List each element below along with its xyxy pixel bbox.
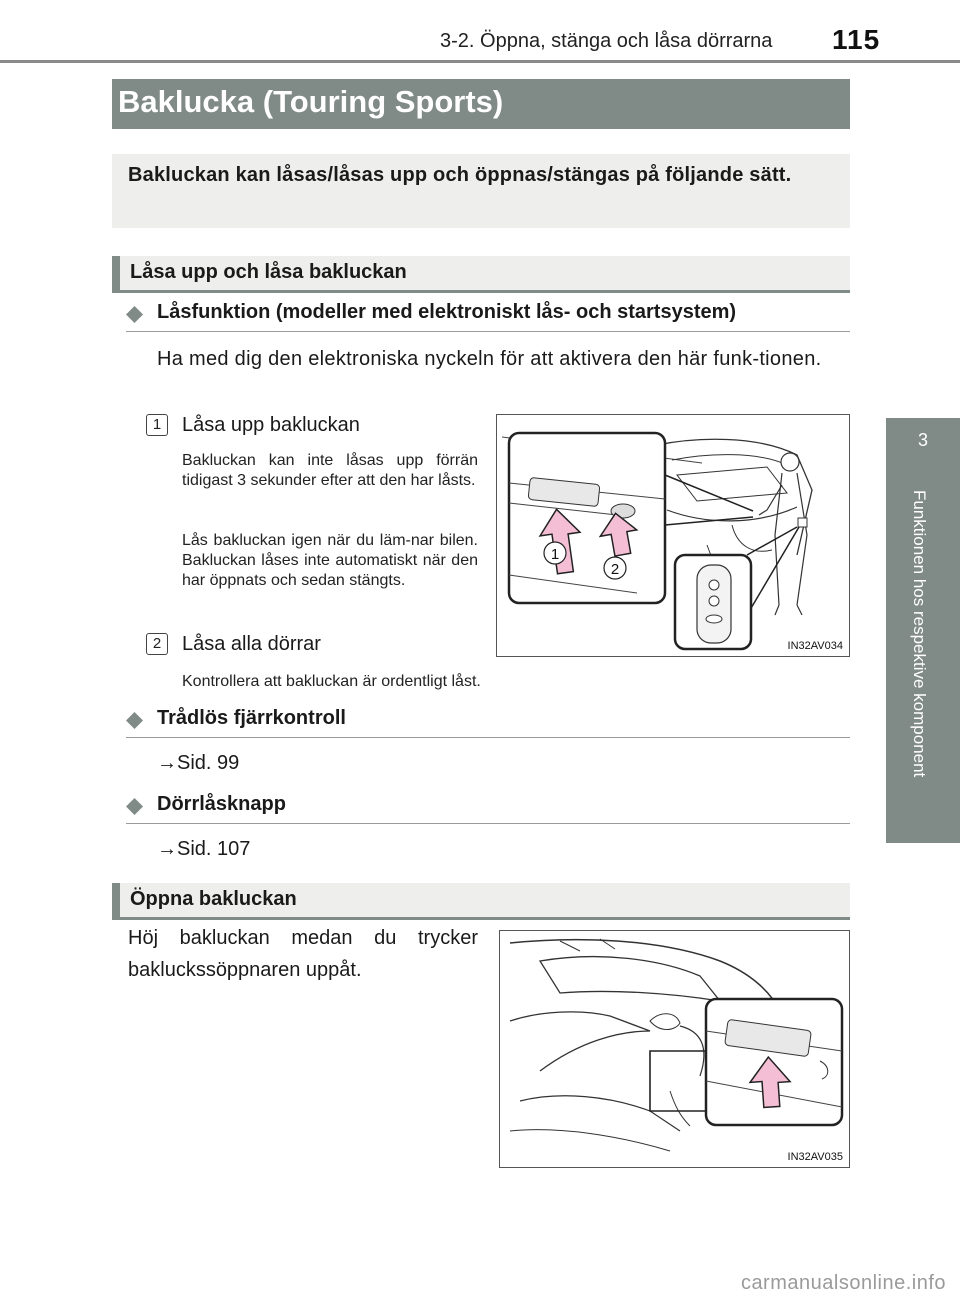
subheading-door-lock-button	[126, 791, 850, 824]
subheading-remote	[126, 705, 850, 738]
chapter-title: Funktionen hos respektive komponent	[910, 490, 929, 778]
section-heading-label: Låsa upp och låsa bakluckan	[130, 261, 407, 283]
page-reference-remote[interactable]: →Sid. 99	[157, 752, 240, 774]
note-relock: Lås bakluckan igen när du läm-nar bilen. Bakluckan låses inte automatiskt när den har öppnats och sedan stängts.	[182, 532, 478, 589]
callout-number-2: 2	[610, 561, 620, 578]
lock-function-body: Ha med dig den elektroniska nyckeln för att aktivera den här funk-tionen.	[157, 348, 822, 370]
figure-lock-illustration	[496, 414, 850, 657]
diamond-bullet-icon	[126, 306, 143, 323]
subheading-label: Låsfunktion (modeller med elektroniskt lås- och startsystem)	[157, 301, 737, 323]
figure-open-illustration	[499, 930, 850, 1168]
section-heading-open	[112, 883, 850, 920]
note-unlock-delay: Bakluckan kan inte låsas upp förrän tidigast 3 sekunder efter att den har låsts.	[182, 452, 478, 489]
open-backdoor-body: Höj bakluckan medan du trycker bakluckssöppnaren uppåt.	[128, 927, 478, 981]
subheading-label: Trådlös fjärrkontroll	[157, 707, 346, 729]
running-header: 3-2. Öppna, stänga och låsa dörrarna	[440, 30, 773, 52]
section-stripe	[112, 883, 120, 917]
car-rear-lock-illustration	[497, 415, 849, 656]
diamond-bullet-icon	[126, 712, 143, 729]
figure-code: IN32AV034	[787, 640, 843, 652]
diamond-bullet-icon	[126, 798, 143, 815]
item-label-lock-all: Låsa alla dörrar	[182, 633, 321, 655]
chapter-number: 3	[917, 430, 928, 450]
section-heading-label: Öppna bakluckan	[130, 888, 297, 910]
section-stripe	[112, 256, 120, 290]
page-number: 115	[832, 24, 881, 55]
intro-text: Bakluckan kan låsas/låsas upp och öppnas/stängas på följande sätt.	[128, 164, 792, 186]
header-rule	[0, 60, 960, 63]
item-label-unlock-backdoor: Låsa upp bakluckan	[182, 414, 360, 436]
note-check-locked: Kontrollera att bakluckan är ordentligt låst.	[182, 673, 481, 690]
page-reference-door-lock[interactable]: →Sid. 107	[157, 838, 251, 860]
watermark-text[interactable]: carmanualsonline.info	[740, 1272, 946, 1294]
subheading-label: Dörrlåsknapp	[157, 793, 286, 815]
subheading-lock-function	[126, 299, 850, 332]
figure-code: IN32AV035	[787, 1151, 843, 1163]
section-heading-lock	[112, 256, 850, 293]
item-number-1: 1	[146, 414, 168, 436]
item-number-2: 2	[146, 633, 168, 655]
car-backdoor-open-illustration	[500, 931, 849, 1167]
callout-number-1: 1	[550, 546, 560, 563]
page-title: Baklucka (Touring Sports)	[118, 84, 504, 119]
